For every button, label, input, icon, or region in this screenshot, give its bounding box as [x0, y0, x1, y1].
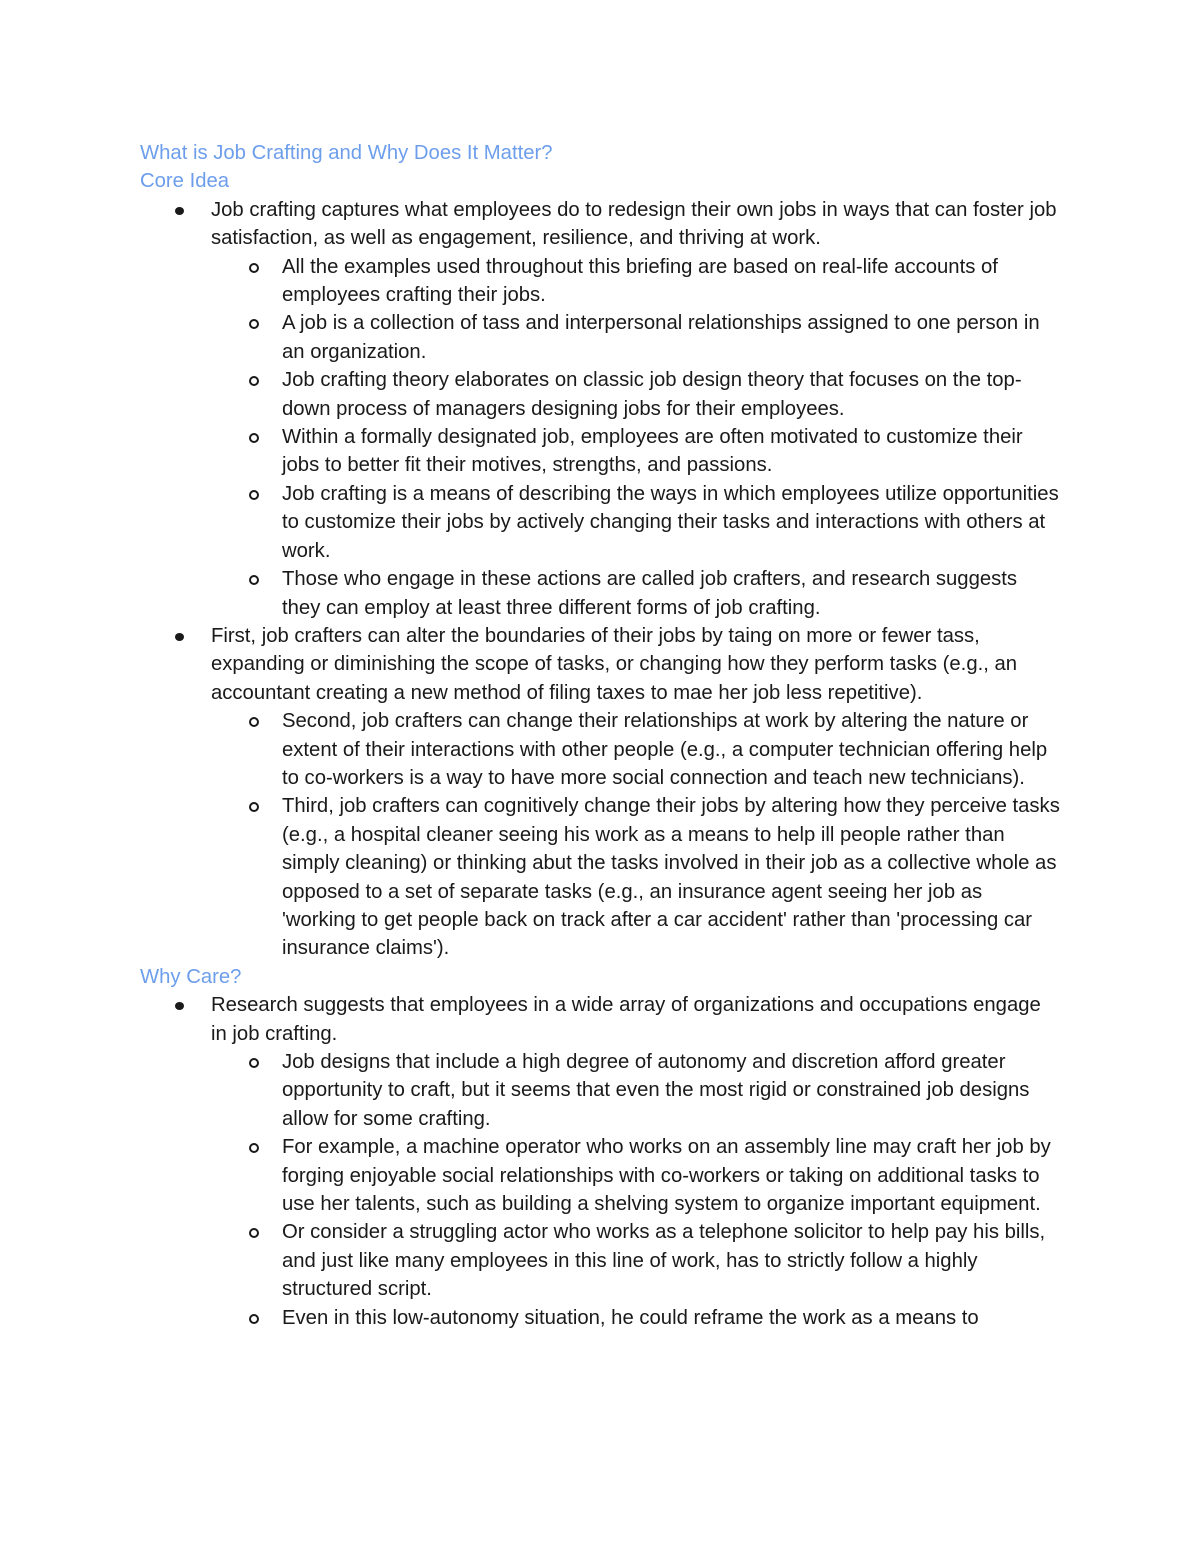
- hollow-bullet-icon: [249, 490, 259, 500]
- sub-list-item-text: Even in this low-autonomy situation, he could reframe the work as a means to: [282, 1306, 979, 1329]
- sub-list-item: [140, 253, 1060, 310]
- sub-list-item: [140, 1218, 1060, 1303]
- sub-list-item-text: Within a formally designated job, employees are often motivated to customize their jobs to better fit their motives, strengths, and passions.: [282, 426, 1023, 477]
- core-idea-list: [140, 196, 1060, 963]
- sub-list-item: [140, 309, 1060, 366]
- list-item: [140, 196, 1060, 622]
- why-care-list: [140, 991, 1060, 1332]
- hollow-bullet-icon: [249, 376, 259, 386]
- sub-list-item-text: A job is a collection of tass and interpersonal relationships assigned to one person in an organization.: [282, 312, 1040, 363]
- sub-list-item: [140, 1304, 1060, 1332]
- sub-list-item-text: Job crafting is a means of describing the ways in which employees utilize opportunities to customize their jobs by actively changing their tasks and interactions with others at work.: [282, 482, 1059, 562]
- hollow-bullet-icon: [249, 433, 259, 443]
- document-body: [140, 139, 1060, 1332]
- list-item-text: First, job crafters can alter the boundaries of their jobs by taing on more or fewer tass, expanding or diminishing the scope of tasks, or changing how they perform tasks (e.g., an accountant creating a new method of filing taxes to mae her job less repetitive).: [211, 624, 1018, 704]
- list-item: [140, 991, 1060, 1332]
- list-item-text: Research suggests that employees in a wide array of organizations and occupations engage in job crafting.: [211, 994, 1041, 1045]
- sub-list-item-text: Second, job crafters can change their relationships at work by altering the nature or extent of their interactions with other people (e.g., a computer technician offering help to co-workers is a way to have more social connection and teach new technicians).: [282, 710, 1048, 789]
- sub-list: [140, 1048, 1060, 1332]
- hollow-bullet-icon: [249, 1058, 259, 1068]
- sub-list-item-text: Or consider a struggling actor who works as a telephone solicitor to help pay his bills, and just like many employees in this line of work, has to strictly follow a highly structured script.: [282, 1221, 1046, 1301]
- sub-list: [140, 253, 1060, 622]
- list-item: [140, 622, 1060, 963]
- sub-list-item: [140, 792, 1060, 962]
- hollow-bullet-icon: [249, 1143, 259, 1153]
- sub-list-item-text: For example, a machine operator who works on an assembly line may craft her job by forging enjoyable social relationships with co-workers or taking on additional tasks to use her talents, such as building a shelving system to organize important equipment.: [282, 1136, 1051, 1216]
- hollow-bullet-icon: [249, 802, 259, 812]
- hollow-bullet-icon: [249, 717, 259, 727]
- sub-list-item-text: All the examples used throughout this briefing are based on real-life accounts of employees crafting their jobs.: [282, 255, 998, 307]
- sub-list-item: [140, 707, 1060, 792]
- list-item-text: Job crafting captures what employees do to redesign their own jobs in ways that can foster job satisfaction, as well as engagement, resilience, and thriving at work.: [211, 198, 1057, 250]
- sub-list: [140, 707, 1060, 963]
- hollow-bullet-icon: [249, 575, 259, 585]
- sub-list-item-text: Those who engage in these actions are called job crafters, and research suggests they can employ at least three different forms of job crafting.: [282, 568, 1018, 619]
- sub-list-item: [140, 1133, 1060, 1218]
- sub-list-item-text: Job designs that include a high degree of autonomy and discretion afford greater opportunity to craft, but it seems that even the most rigid or constrained job designs allow for some crafting.: [282, 1051, 1030, 1130]
- sub-list-item: [140, 565, 1060, 622]
- sub-list-item-text: Third, job crafters can cognitively change their jobs by altering how they perceive tasks (e.g., a hospital cleaner seeing his work as a means to help ill people rather than simply cleaning) or thinking abut the tasks involved in their job as a collective whole as opposed to a set of separate tasks (e.g., an insurance agent seeing her job as 'working to get people back on track after a car accident' rather than 'processing car insurance claims').: [282, 795, 1060, 960]
- sub-list-item: [140, 1048, 1060, 1133]
- hollow-bullet-icon: [249, 263, 259, 273]
- sub-list-item: [140, 366, 1060, 423]
- sub-list-item-text: Job crafting theory elaborates on classic job design theory that focuses on the top-down process of managers designing jobs for their employees.: [282, 369, 1022, 420]
- filled-bullet-icon: [175, 633, 184, 641]
- filled-bullet-icon: [175, 1002, 184, 1010]
- sub-list-item: [140, 423, 1060, 480]
- document-title: What is Job Crafting and Why Does It Matter?: [140, 142, 553, 164]
- hollow-bullet-icon: [249, 319, 259, 329]
- hollow-bullet-icon: [249, 1228, 259, 1238]
- section-heading-why-care: Why Care?: [140, 965, 242, 988]
- sub-list-item: [140, 480, 1060, 565]
- filled-bullet-icon: [175, 207, 184, 215]
- section-heading-core-idea: Core Idea: [140, 170, 230, 193]
- hollow-bullet-icon: [249, 1314, 259, 1324]
